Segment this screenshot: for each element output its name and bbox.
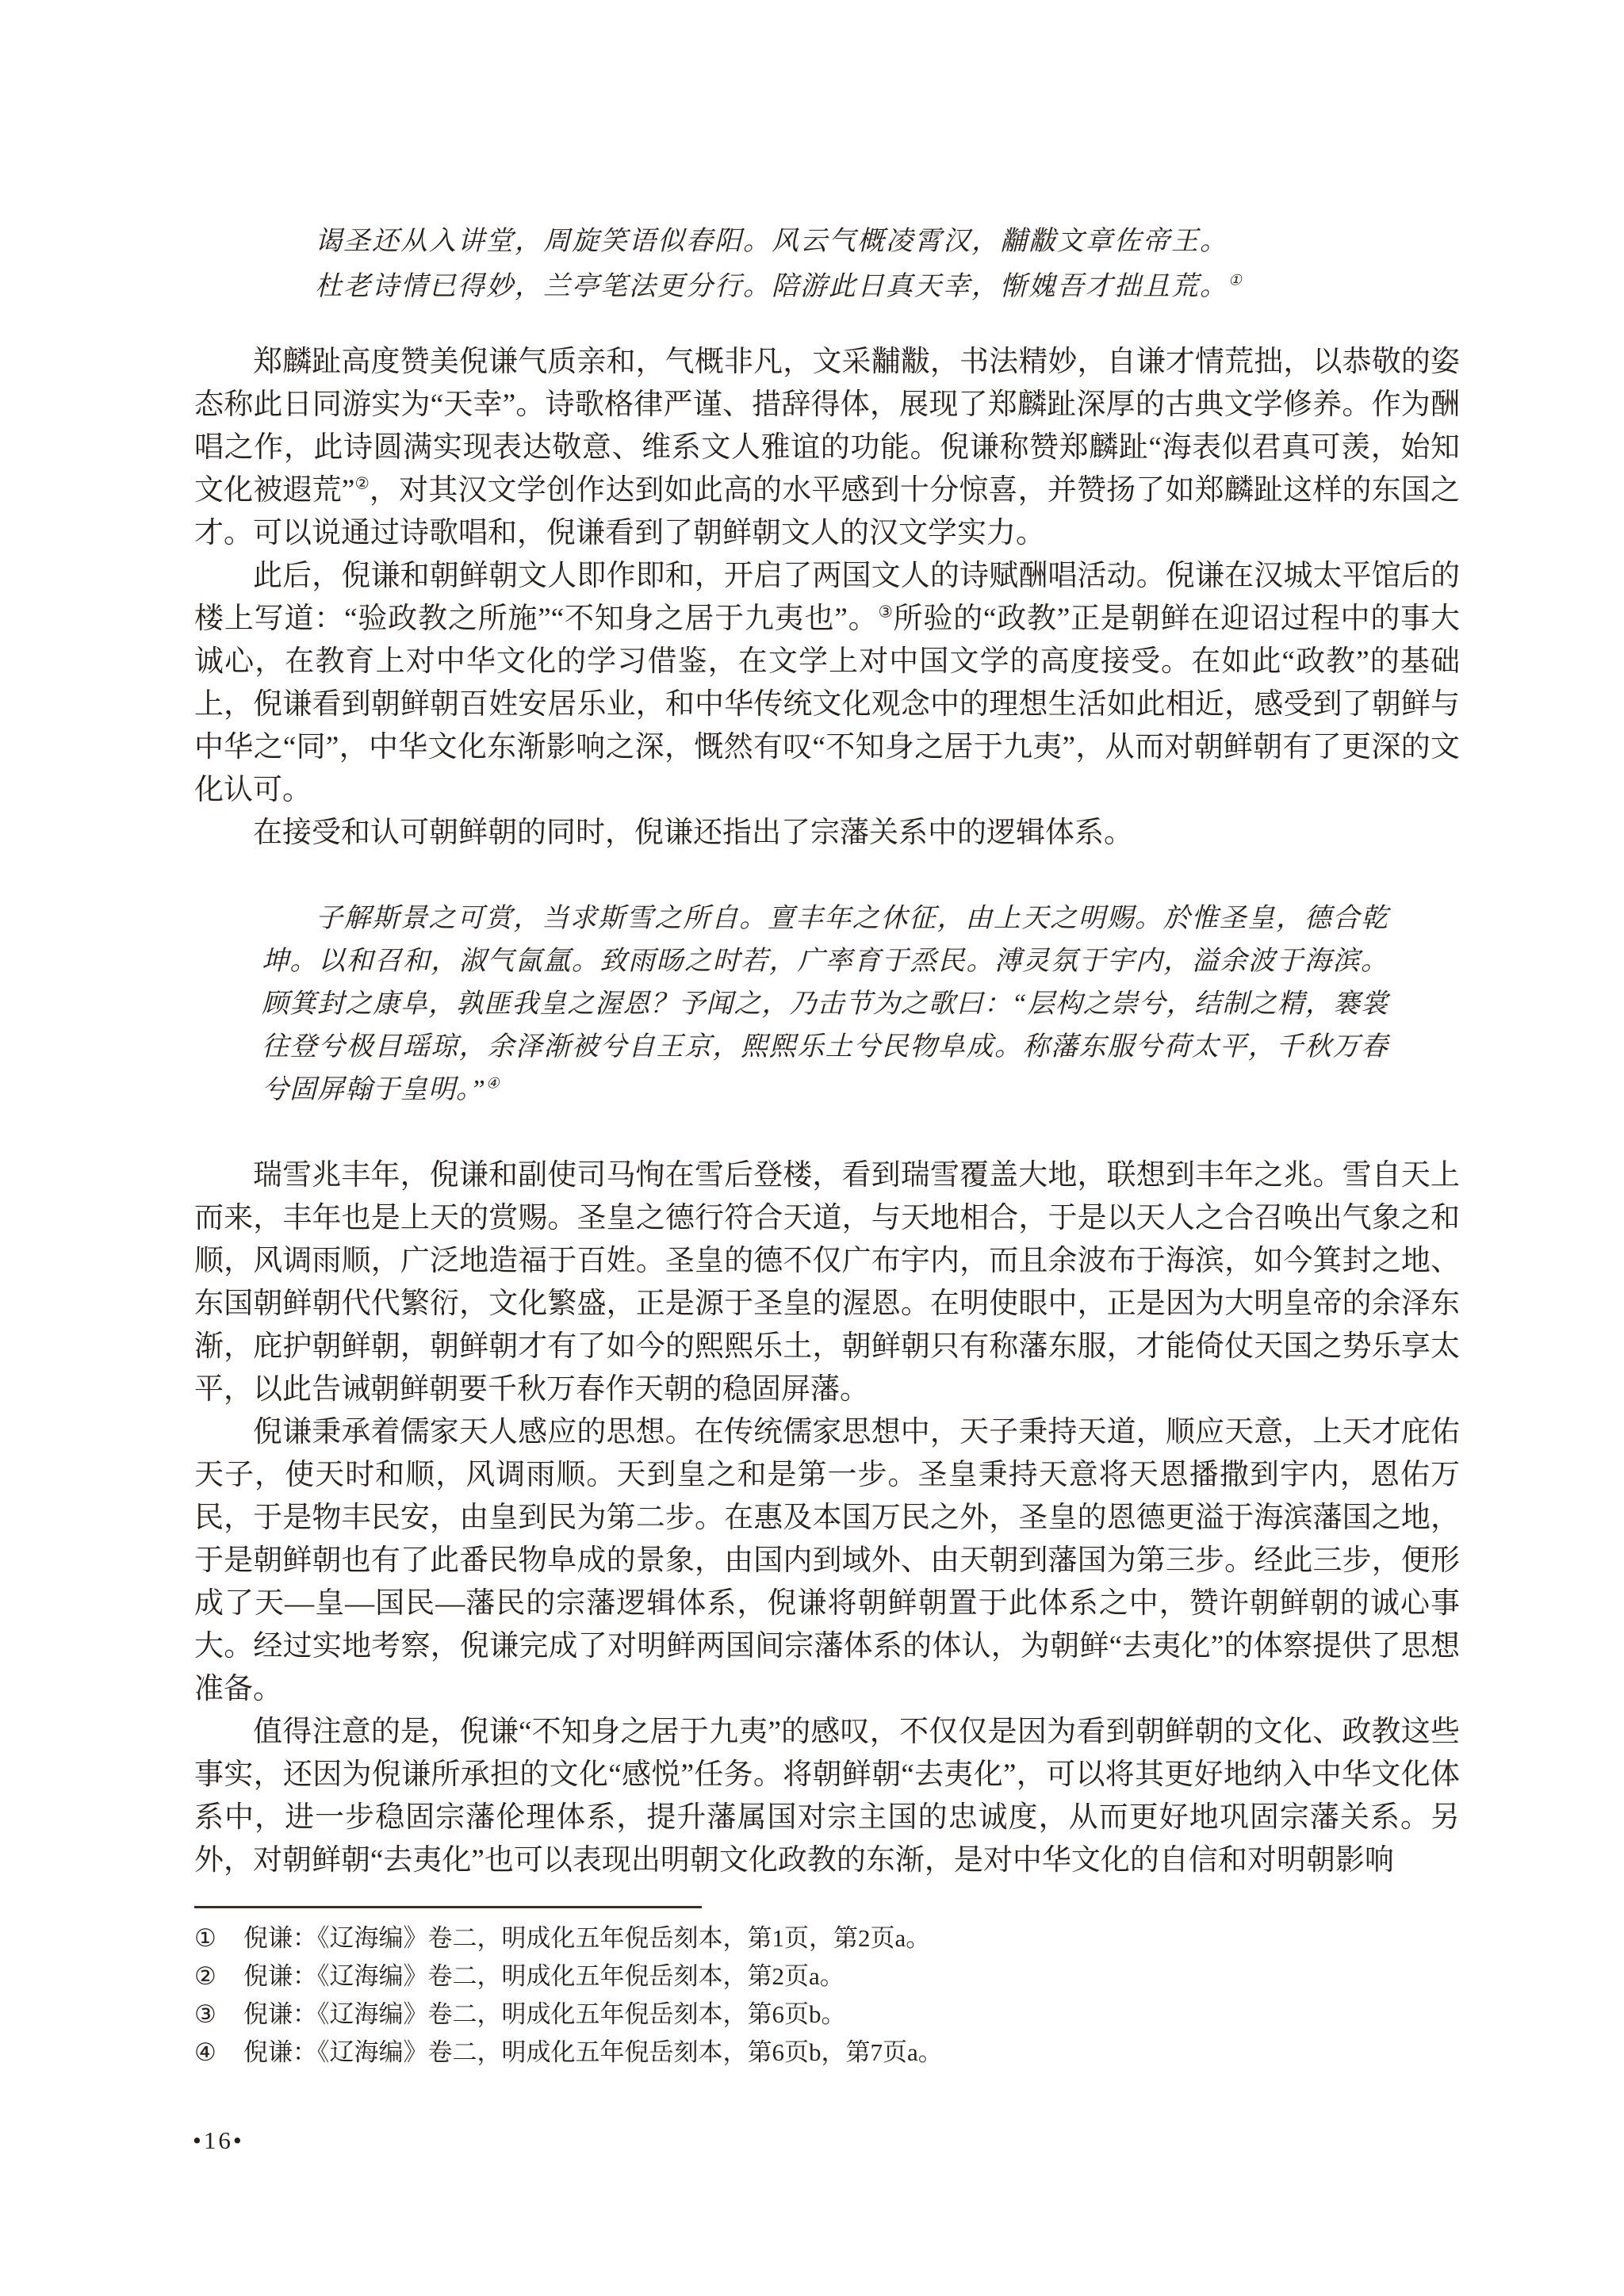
footnote-1 (194, 1919, 1460, 1957)
footnote-3 (194, 1996, 1460, 2034)
paragraph-2-text-cont: 所验的“政教”正是朝鲜在迎诏过程中的事大诚心，在教育上对中华文化的学习借鉴，在文学上对中国文学的高度接受。在如此“政教”的基础上，倪谦看到朝鲜朝百姓安居乐业，和中华传统文化观念中的理想生活如此相近，感受到了朝鲜与中华之“同”，中华文化东渐影响之深，慨然有叹“不知身之居于九夷”，从而对朝鲜朝有了更深的文化认可。 (194, 603, 1460, 806)
footnote-2 (194, 1957, 1460, 1996)
block-quote-text: 子解斯景之可赏，当求斯雪之所自。亶丰年之休征，由上天之明赐。於惟圣皇，德合乾坤。以和召和，淑气氤氲。致雨旸之时若，广率育于烝民。溥灵氛于宇内，溢余波于海滨。顾箕封之康阜，孰匪我皇之渥恩？予闻之，乃击节为之歌曰：“层构之崇兮，结制之精，褰裳往登兮极目瑶琼，余泽渐被兮自王京，熙熙乐土兮民物阜成。称藩东服兮荷太平，千秋万春兮固屏翰于皇明。” (262, 904, 1388, 1104)
paragraph-4: 瑞雪兆丰年，倪谦和副使司马恂在雪后登楼，看到瑞雪覆盖大地，联想到丰年之兆。雪自天上而来，丰年也是上天的赏赐。圣皇之德行符合天道，与天地相合，于是以天人之合召唤出气象之和顺，风调雨顺，广泛地造福于百姓。圣皇的德不仅广布宇内，而且余波布于海滨，如今箕封之地、东国朝鲜朝代代繁衍，文化繁盛，正是源于圣皇的渥恩。在明使眼中，正是因为大明皇帝的余泽东渐，庇护朝鲜朝，朝鲜朝才有了如今的熙熙乐土，朝鲜朝只有称藩东服，才能倚仗天国之势乐享太平，以此告诫朝鲜朝要千秋万春作天朝的稳固屏藩。 (194, 1159, 1460, 1406)
footnote-2-marker: ② (194, 1962, 216, 1990)
poem-block (194, 219, 1580, 309)
paragraph-3: 在接受和认可朝鲜朝的同时，倪谦还指出了宗藩关系中的逻辑体系。 (253, 817, 1133, 849)
footnote-4 (194, 2034, 1460, 2072)
footnote-ref-3: ③ (878, 603, 894, 622)
footnote-1-marker: ① (194, 1924, 216, 1952)
footnote-3-marker: ③ (194, 2000, 216, 2028)
footnote-1-text: 倪谦：《辽海编》卷二，明成化五年倪岳刻本，第1页，第2页a。 (243, 1924, 931, 1952)
paragraph-1-text-cont: ，对其汉文学创作达到如此高的水平感到十分惊喜，并赞扬了如郑麟趾这样的东国之才。可以说通过诗歌唱和，倪谦看到了朝鲜朝文人的汉文学实力。 (194, 474, 1460, 549)
footnote-ref-4: ④ (485, 1075, 500, 1093)
block-quote (262, 897, 1388, 1112)
page-number: •16• (193, 2126, 244, 2154)
paragraph-1-text: 郑麟趾高度赞美倪谦气质亲和，气概非凡，文采黼黻，书法精妙，自谦才情荒拙，以恭敬的姿态称此日同游实为“天幸”。诗歌格律严谨、措辞得体，展现了郑麟趾深厚的古典文学修养。作为酬唱之作，此诗圆满实现表达敬意、维系文人雅谊的功能。倪谦称赞郑麟趾“海表似君真可羡，始知文化被遐荒” (194, 346, 1460, 507)
footnote-4-text: 倪谦：《辽海编》卷二，明成化五年倪岳刻本，第6页b，第7页a。 (243, 2038, 943, 2066)
paragraph-1 (194, 341, 1460, 555)
footnote-ref-1: ① (1228, 272, 1242, 289)
paragraph-2-text: 此后，倪谦和朝鲜朝文人即作即和，开启了两国文人的诗赋酬唱活动。倪谦在汉城太平馆后的楼上写道：“验政教之所施”“不知身之居于九夷也”。 (194, 560, 1460, 635)
body-text (194, 341, 1460, 1882)
poem-line-1-text: 谒圣还从入讲堂，周旋笑语似春阳。风云气概凌霄汉，黼黻文章佐帝王。 (315, 227, 1228, 256)
paragraph-2 (194, 555, 1460, 812)
footnote-4-marker: ④ (194, 2038, 216, 2066)
poem-line (315, 219, 1580, 264)
footnotes-section (194, 1906, 1460, 2072)
paragraph-5: 倪谦秉承着儒家天人感应的思想。在传统儒家思想中，天子秉持天道，顺应天意，上天才庇佑天子，使天时和顺，风调雨顺。天到皇之和是第一步。圣皇秉持天意将天恩播撒到宇内，恩佑万民，于是物丰民安，由皇到民为第二步。在惠及本国万民之外，圣皇的恩德更溢于海滨藩国之地，于是朝鲜朝也有了此番民物阜成的景象，由国内到域外、由天朝到藩国为第三步。经此三步，便形成了天—皇—国民—藩民的宗藩逻辑体系，倪谦将朝鲜朝置于此体系之中，赞许朝鲜朝的诚心事大。经过实地考察，倪谦完成了对明鲜两国间宗藩体系的体认，为朝鲜“去夷化”的体察提供了思想准备。 (194, 1416, 1460, 1705)
footnote-2-text: 倪谦：《辽海编》卷二，明成化五年倪岳刻本，第2页a。 (243, 1962, 845, 1990)
footnote-3-text: 倪谦：《辽海编》卷二，明成化五年倪岳刻本，第6页b。 (243, 2000, 846, 2028)
poem-line-2-text: 杜老诗情已得妙，兰亭笔法更分行。陪游此日真天幸，惭媿吾才拙且荒。 (315, 272, 1228, 301)
footnote-separator (194, 1906, 702, 1908)
poem-line (315, 264, 1580, 309)
paragraph-6: 值得注意的是，倪谦“不知身之居于九夷”的感叹，不仅仅是因为看到朝鲜朝的文化、政教这些事实，还因为倪谦所承担的文化“感悦”任务。将朝鲜朝“去夷化”，可以将其更好地纳入中华文化体系中，进一步稳固宗藩伦理体系，提升藩属国对宗主国的忠诚度，从而更好地巩固宗藩关系。另外，对朝鲜朝“去夷化”也可以表现出明朝文化政教的东渐，是对中华文化的自信和对明朝影响 (194, 1716, 1460, 1877)
footnote-ref-2: ② (354, 475, 370, 493)
